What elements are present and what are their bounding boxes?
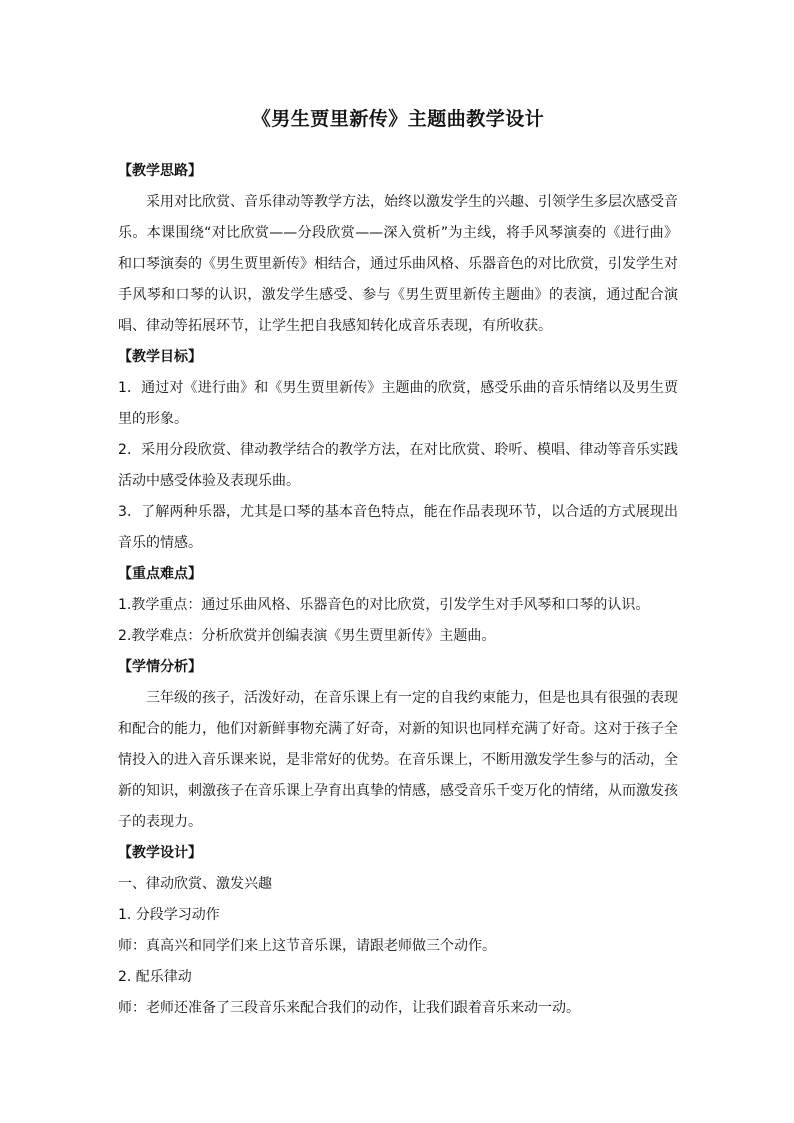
design-line-5: 师：老师还准备了三段音乐来配合我们的动作，让我们跟着音乐来动一动。 bbox=[118, 1000, 580, 1016]
key-point-item-1: 1.教学重点：通过乐曲风格、乐器音色的对比欣赏，引发学生对手风琴和口琴的认识。 bbox=[118, 597, 650, 613]
design-line-2: 1. 分段学习动作 bbox=[118, 907, 220, 923]
key-point-item-2: 2.教学难点：分析欣赏并创编表演《男生贾里新传》主题曲。 bbox=[118, 628, 496, 644]
goal-item-2: 2．采用分段欣赏、律动教学结合的教学方法，在对比欣赏、聆听、模唱、律动等音乐实践活动中感受体验及表现乐曲。 bbox=[118, 442, 678, 489]
learner-analysis-paragraph: 三年级的孩子，活泼好动，在音乐课上有一定的自我约束能力，但是也具有很强的表现和配合的能力，他们对新鲜事物充满了好奇，对新的知识也同样充满了好奇。这对于孩子全情投入的进入音乐课来说，是非常好的优势。在音乐课上，不断用激发学生参与的活动，全新的知识，刺激孩子在音乐课上孕育出真挚的情感，感受音乐千变万化的情绪，从而激发孩子的表现力。 bbox=[118, 690, 678, 830]
goal-item-3: 3．了解两种乐器，尤其是口琴的基本音色特点，能在作品表现环节，以合适的方式展现出音乐的情感。 bbox=[118, 504, 678, 551]
heading-teaching-design: 【教学设计】 bbox=[118, 845, 202, 861]
design-line-3: 师：真高兴和同学们来上这节音乐课，请跟老师做三个动作。 bbox=[118, 938, 496, 954]
heading-teaching-goals: 【教学目标】 bbox=[118, 349, 202, 365]
heading-learner-analysis: 【学情分析】 bbox=[118, 659, 202, 675]
heading-teaching-approach: 【教学思路】 bbox=[118, 163, 202, 179]
heading-key-points: 【重点难点】 bbox=[118, 566, 202, 582]
design-line-1: 一、律动欣赏、激发兴趣 bbox=[118, 876, 272, 892]
teaching-approach-paragraph: 采用对比欣赏、音乐律动等教学方法，始终以激发学生的兴趣、引领学生多层次感受音乐。本课围绕“对比欣赏——分段欣赏——深入赏析”为主线，将手风琴演奏的《进行曲》和口琴演奏的《男生贾里新传》相结合，通过乐曲风格、乐器音色的对比欣赏，引发学生对手风琴和口琴的认识，激发学生感受、参与《男生贾里新传主题曲》的表演，通过配合演唱、律动等拓展环节，让学生把自我感知转化成音乐表现，有所收获。 bbox=[118, 194, 678, 334]
document-title: 《男生贾里新传》主题曲教学设计 bbox=[251, 108, 545, 130]
design-line-4: 2. 配乐律动 bbox=[118, 969, 192, 985]
goal-item-1: 1．通过对《进行曲》和《男生贾里新传》主题曲的欣赏，感受乐曲的音乐情绪以及男生贾里的形象。 bbox=[118, 380, 678, 427]
document-body bbox=[118, 106, 678, 1024]
